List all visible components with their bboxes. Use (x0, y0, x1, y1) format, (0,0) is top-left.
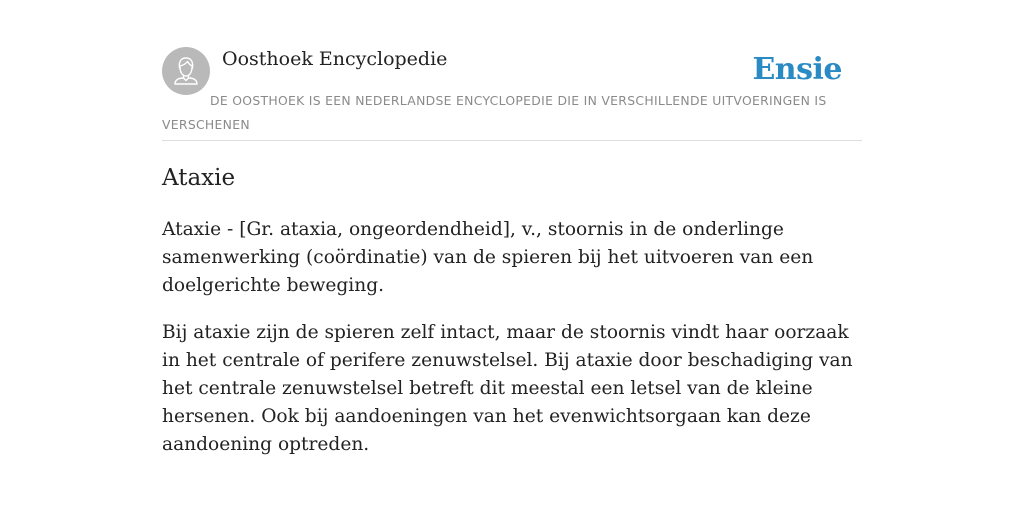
article-title: Ataxie (162, 165, 236, 191)
source-header (162, 46, 862, 141)
article-paragraph: Bij ataxie zijn de spieren zelf intact, maar de stoornis vindt haar oorzaak in het centrale of perifere zenuwstelsel. Bij ataxie door beschadiging van het centrale zenuwstelsel betreft dit meestal een letsel van de kleine hersenen. Ook bij aandoeningen van het evenwichtsorgaan kan deze aandoening optreden. (162, 322, 853, 455)
source-description: DE OOSTHOEK IS EEN NEDERLANDSE ENCYCLOPEDIE DIE IN VERSCHILLENDE UITVOERINGEN IS VERSCHENEN (162, 93, 827, 132)
user-icon (162, 47, 210, 95)
source-name[interactable]: Oosthoek Encyclopedie (222, 48, 448, 70)
brand-logo[interactable]: Ensie (752, 52, 842, 87)
avatar[interactable] (162, 47, 210, 95)
article-paragraph: Ataxie - [Gr. ataxia, ongeordendheid], v., stoornis in de onderlinge samenwerking (coördinatie) van de spieren bij het uitvoeren van een doelgerichte beweging. (162, 219, 814, 296)
article-body (162, 216, 868, 478)
